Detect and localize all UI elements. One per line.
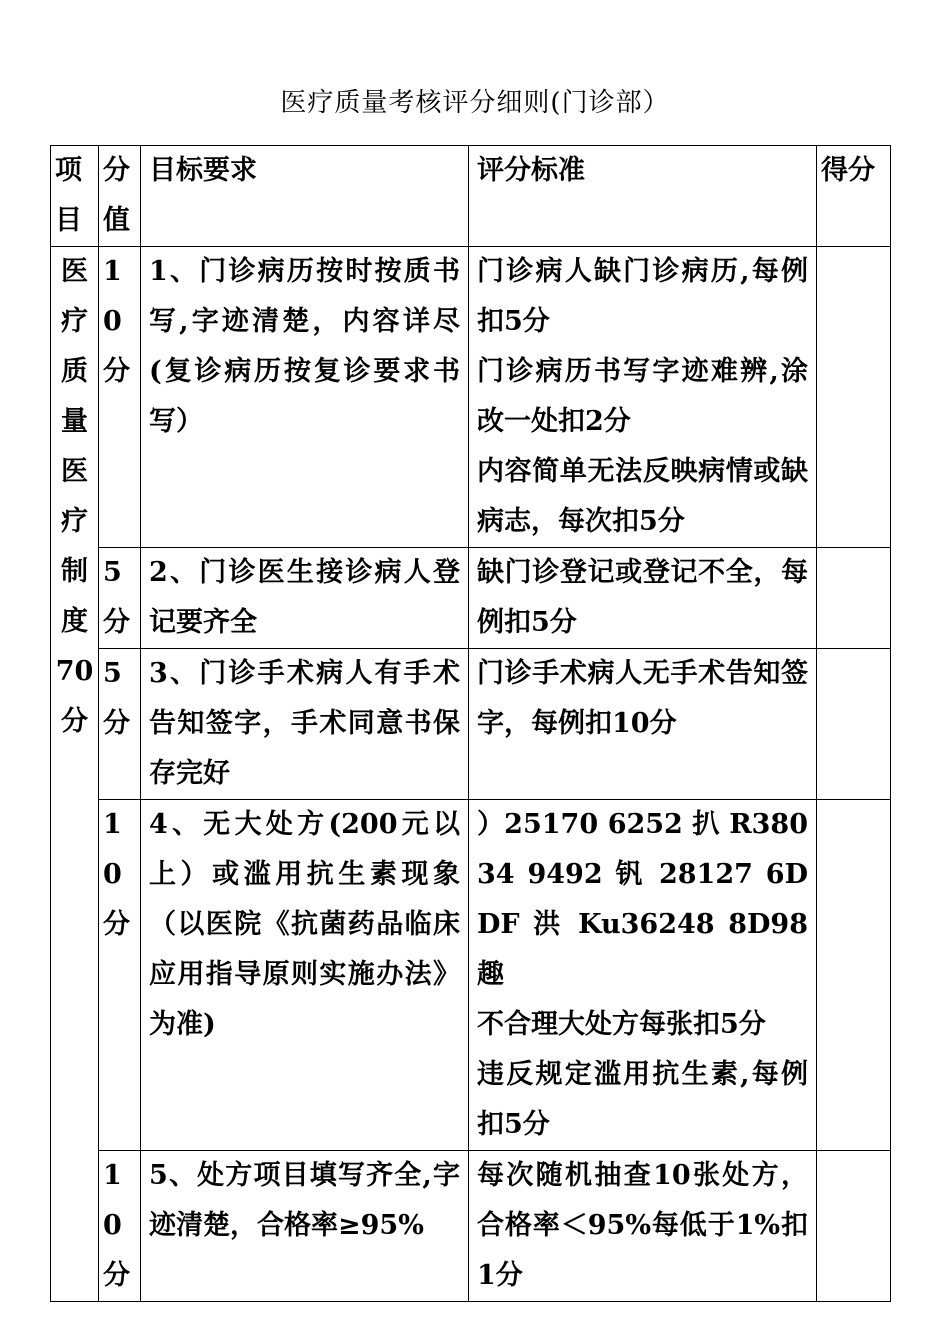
obtained-cell[interactable] (817, 649, 891, 800)
obtained-cell[interactable] (817, 1151, 891, 1302)
header-goal: 目标要求 (141, 146, 469, 247)
table-row (51, 800, 891, 1151)
criteria-cell (469, 247, 817, 548)
header-project: 项目 (51, 146, 99, 247)
page-title: 医疗质量考核评分细则(门诊部） (280, 88, 670, 118)
score-cell: 5分 (99, 548, 141, 649)
table-row (51, 548, 891, 649)
criteria-cell (469, 649, 817, 800)
obtained-cell[interactable] (817, 800, 891, 1151)
scoring-table (50, 145, 891, 1302)
obtained-cell[interactable] (817, 247, 891, 548)
score-cell: 10分 (99, 800, 141, 1151)
header-score: 分值 (99, 146, 141, 247)
score-cell: 10分 (99, 247, 141, 548)
goal-cell: 1、门诊病历按时按质书写,字迹清楚，内容详尽(复诊病历按复诊要求书写） (141, 247, 469, 548)
project-label: 医疗质量医疗制度70分 (51, 247, 99, 1302)
goal-cell: 2、门诊医生接诊病人登记要齐全 (141, 548, 469, 649)
criteria-line: 门诊病历书写字迹难辨,涂改一处扣2分 (477, 356, 808, 437)
criteria-line: 内容简单无法反映病情或缺病志，每次扣5分 (477, 456, 808, 537)
criteria-line: 每次随机抽查10张处方，合格率＜95%每低于1%扣1分 (477, 1160, 808, 1291)
criteria-line: 缺门诊登记或登记不全，每例扣5分 (477, 557, 808, 638)
obtained-cell[interactable] (817, 548, 891, 649)
score-cell: 5分 (99, 649, 141, 800)
goal-cell: 4、无大处方(200元以上）或滥用抗生素现象（以医院《抗菌药品临床应用指导原则实施办法》为准) (141, 800, 469, 1151)
table-row (51, 247, 891, 548)
header-obtained: 得分 (817, 146, 891, 247)
table-row (51, 1151, 891, 1302)
header-criteria: 评分标准 (469, 146, 817, 247)
criteria-line: 违反规定滥用抗生素,每例扣5分 (477, 1059, 808, 1140)
goal-cell: 5、处方项目填写齐全,字迹清楚，合格率≥95% (141, 1151, 469, 1302)
header-row (51, 146, 891, 247)
criteria-cell (469, 1151, 817, 1302)
criteria-cell (469, 800, 817, 1151)
table-row (51, 649, 891, 800)
criteria-line: 门诊手术病人无手术告知签字，每例扣10分 (477, 658, 808, 739)
criteria-cell (469, 548, 817, 649)
criteria-line: 门诊病人缺门诊病历,每例扣5分 (477, 256, 808, 337)
score-cell: 10分 (99, 1151, 141, 1302)
criteria-line: 不合理大处方每张扣5分 (477, 1009, 766, 1040)
goal-cell: 3、门诊手术病人有手术告知签字，手术同意书保存完好 (141, 649, 469, 800)
criteria-line: ）25170 6252 扒 R38034 9492 钒 28127 6DDF 洪 Ku36248 8D98 趣 (477, 809, 808, 990)
